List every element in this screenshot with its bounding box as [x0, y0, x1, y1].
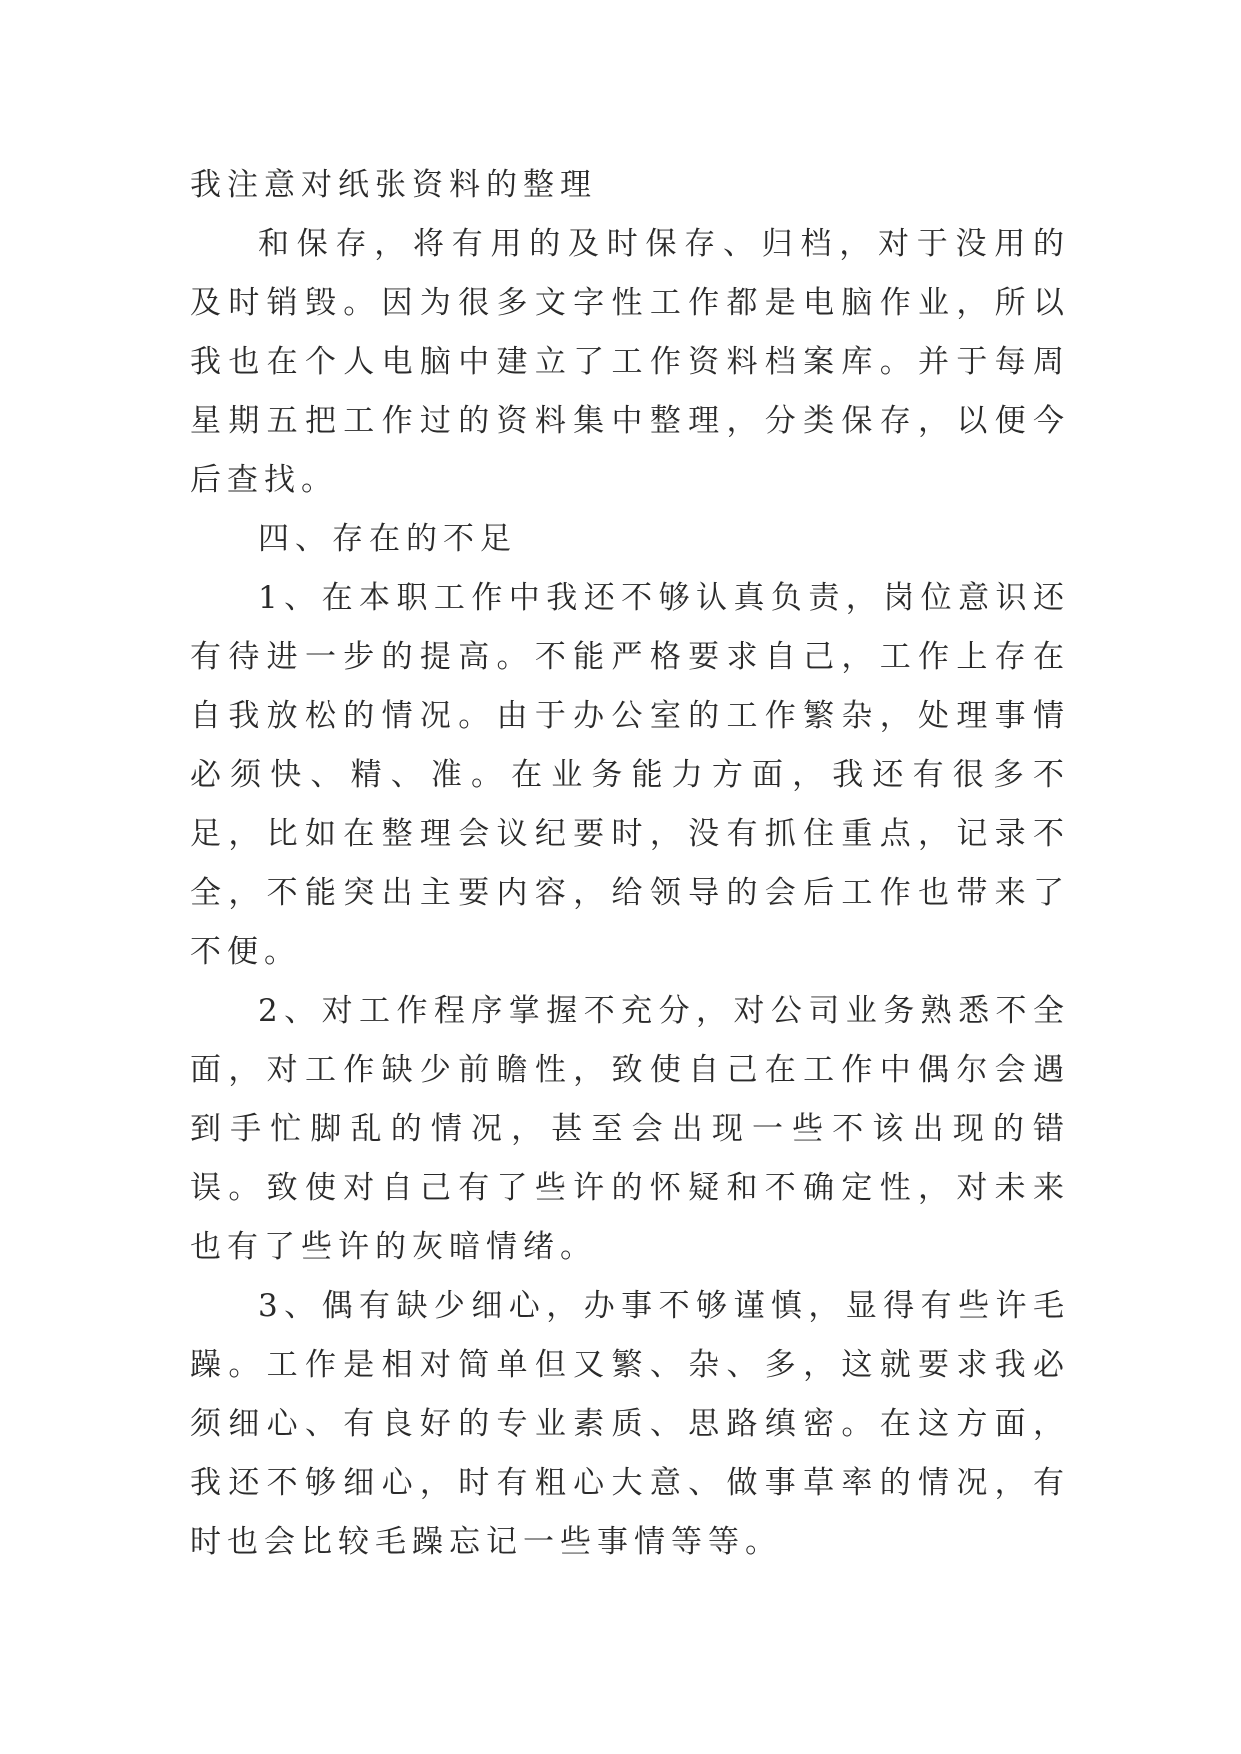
- paragraph-shortcoming-3: 3、偶有缺少细心，办事不够谨慎，显得有些许毛躁。工作是相对简单但又繁、杂、多，这就要求我必须细心、有良好的专业素质、思路缜密。在这方面，我还不够细心，时有粗心大意、做事草率的情况，有时也会比较毛躁忘记一些事情等等。: [190, 1288, 1070, 1560]
- paragraph-shortcoming-2: 2、对工作程序掌握不充分，对公司业务熟悉不全面，对工作缺少前瞻性，致使自己在工作中偶尔会遇到手忙脚乱的情况，甚至会出现一些不该出现的错误。致使对自己有了些许的怀疑和不确定性，对未来也有了些许的灰暗情绪。: [190, 993, 1070, 1265]
- section-heading-shortcomings: 四、存在的不足: [258, 521, 517, 557]
- paragraph-saving-files: 和保存，将有用的及时保存、归档，对于没用的及时销毁。因为很多文字性工作都是电脑作业，所以我也在个人电脑中建立了工作资料档案库。并于每周星期五把工作过的资料集中整理，分类保存，以便今后查找。: [190, 226, 1070, 498]
- document-body: [190, 156, 1070, 1572]
- paragraph-shortcoming-1: 1、在本职工作中我还不够认真负责，岗位意识还有待进一步的提高。不能严格要求自己，工作上存在自我放松的情况。由于办公室的工作繁杂，处理事情必须快、精、准。在业务能力方面，我还有很多不足，比如在整理会议纪要时，没有抓住重点，记录不全，不能突出主要内容，给领导的会后工作也带来了不便。: [190, 580, 1070, 970]
- paragraph-intro-line: 我注意对纸张资料的整理: [190, 167, 597, 203]
